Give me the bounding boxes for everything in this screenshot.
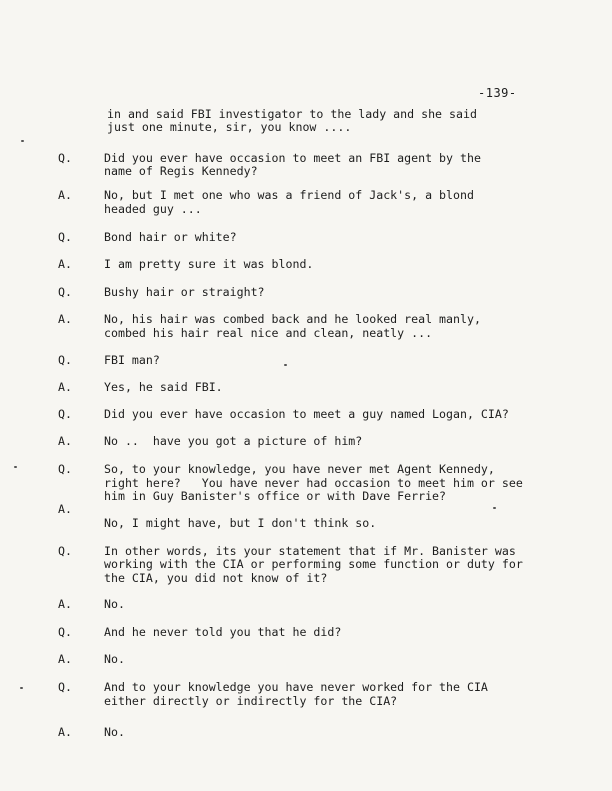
transcript-line: just one minute, sir, you know .... — [107, 120, 352, 134]
transcript-line: I am pretty sure it was blond. — [104, 257, 314, 271]
transcript-line: name of Regis Kennedy? — [104, 164, 258, 178]
transcript-line: No. — [104, 652, 125, 666]
speaker-tag-q: Q. — [58, 353, 72, 367]
speaker-tag-q: Q. — [58, 544, 72, 558]
transcript-line: No, but I met one who was a friend of Jack's, a blond — [104, 188, 474, 202]
scan-speck — [14, 466, 17, 468]
speaker-tag-a: A. — [58, 597, 72, 611]
page-number: -139- — [478, 86, 517, 100]
transcript-line: And he never told you that he did? — [104, 625, 342, 639]
transcript-line: FBI man? — [104, 353, 160, 367]
transcript-line: No, his hair was combed back and he looked real manly, — [104, 312, 481, 326]
transcript-line: combed his hair real nice and clean, neatly ... — [104, 326, 433, 340]
speaker-tag-a: A. — [58, 188, 72, 202]
transcript-line: And to your knowledge you have never worked for the CIA — [104, 680, 488, 694]
transcript-line: No, I might have, but I don't think so. — [104, 516, 377, 530]
speaker-tag-a: A. — [58, 312, 72, 326]
transcript-line: the CIA, you did not know of it? — [104, 571, 328, 585]
speaker-tag-q: Q. — [58, 680, 72, 694]
scan-speck — [493, 507, 496, 509]
transcript-line: working with the CIA or performing some function or duty for — [104, 557, 523, 571]
speaker-tag-a: A. — [58, 652, 72, 666]
transcript-line: In other words, its your statement that if Mr. Banister was — [104, 544, 516, 558]
speaker-tag-a: A. — [58, 725, 72, 739]
transcript-line: headed guy ... — [104, 202, 202, 216]
transcript-line: him in Guy Banister's office or with Dave Ferrie? — [104, 489, 447, 503]
speaker-tag-a: A. — [58, 257, 72, 271]
transcript-line: No .. have you got a picture of him? — [104, 434, 363, 448]
transcript-line: Yes, he said FBI. — [104, 380, 223, 394]
transcript-line: No. — [104, 597, 125, 611]
scan-speck — [21, 140, 24, 142]
transcript-line: Did you ever have occasion to meet an FBI agent by the — [104, 151, 481, 165]
transcript-line: So, to your knowledge, you have never met Agent Kennedy, — [104, 462, 495, 476]
speaker-tag-q: Q. — [58, 462, 72, 476]
transcript-line: either directly or indirectly for the CIA? — [104, 694, 398, 708]
transcript-line: Bushy hair or straight? — [104, 285, 265, 299]
speaker-tag-q: Q. — [58, 625, 72, 639]
transcript-line: No. — [104, 725, 125, 739]
speaker-tag-q: Q. — [58, 151, 72, 165]
speaker-tag-a: A. — [58, 434, 72, 448]
transcript-line: right here? You have never had occasion to meet him or see — [104, 476, 523, 490]
speaker-tag-a: A. — [58, 380, 72, 394]
speaker-tag-a: A. — [58, 502, 72, 516]
transcript-line: in and said FBI investigator to the lady and she said — [107, 107, 477, 121]
transcript-line: Bond hair or white? — [104, 230, 237, 244]
scan-speck — [284, 364, 287, 366]
speaker-tag-q: Q. — [58, 230, 72, 244]
transcript-line: Did you ever have occasion to meet a guy named Logan, CIA? — [104, 407, 509, 421]
speaker-tag-q: Q. — [58, 407, 72, 421]
scan-speck — [20, 687, 23, 689]
speaker-tag-q: Q. — [58, 285, 72, 299]
